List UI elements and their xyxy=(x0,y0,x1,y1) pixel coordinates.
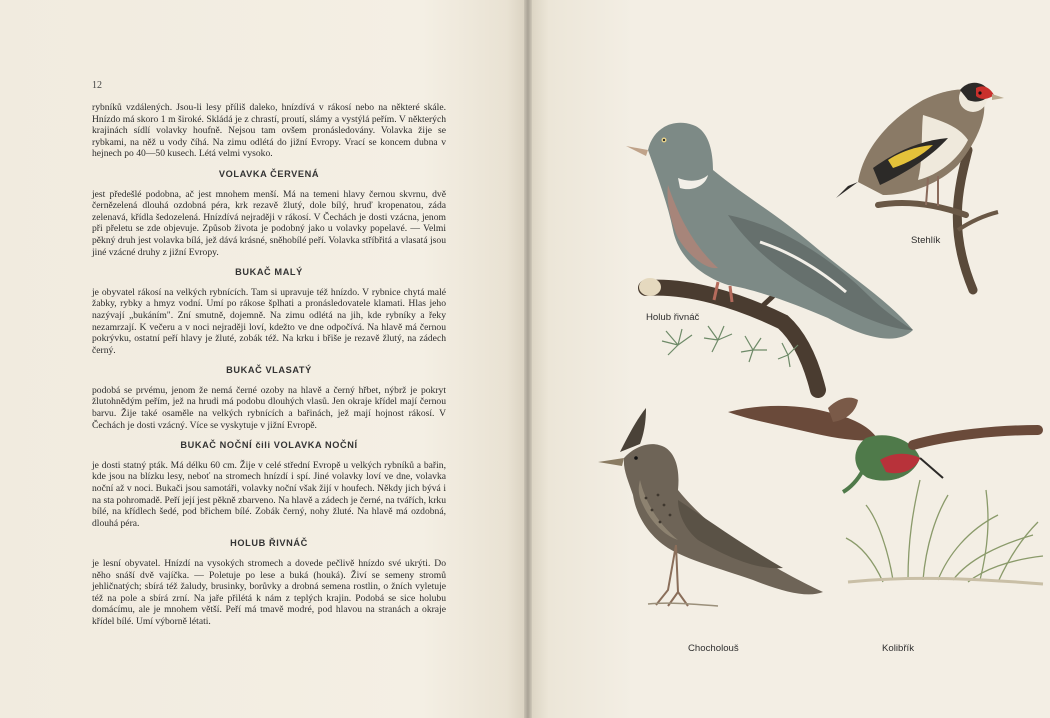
caption-stehlik: Stehlík xyxy=(911,235,941,246)
caption-holub-rivnac: Holub řivnáč xyxy=(646,312,700,323)
bird-illustration-plate xyxy=(528,0,1050,718)
paragraph-volavka-cervena: jest předešlé podobna, ač jest mnohem menší. Má na temeni hlavy černou skvrnu, dvě černězelená dlouhá ozdobná péra, krk rezavě žlutý, dole bílý, hruď kropenatou, záda zelenavá, křídla šedozelená. Hnízdívá nejraději v rákosí. V Čechách je dosti vzácna, jenom při přeletu se zde objevuje. Způsob života je podobný jako u volavky popelavé. — Velmi pěkný druh jest volavka bílá, jež dává krásné, sněhobílé peří. Volavka stříbřitá a vlasatá jsou jiné vzácné druhy z jižní Evropy. xyxy=(92,188,446,258)
caption-chocholous: Chocholouš xyxy=(688,643,739,654)
goldfinch-illustration xyxy=(836,83,1004,206)
heading-bukac-maly: BUKAČ MALÝ xyxy=(235,267,303,278)
heading-holub-rivnac: HOLUB ŘIVNÁČ xyxy=(230,538,308,549)
hummingbird-illustration xyxy=(728,398,1038,492)
heading-volavka-cervena: VOLAVKA ČERVENÁ xyxy=(218,168,320,179)
ground-line xyxy=(848,578,1043,584)
paragraph-bukac-maly: je obyvatel rákosí na velkých rybnících. Tam si upravuje též hnízdo. V rybnice chytá malé žabky, rybky a hmyz vodní. Umí po rákose šplhati a pronásledovatele klamati. Hlas jeho nazývají „bukáním". Zní smutně, dojemně. Na zimu odlétá na jih, kde rybníky a řeky nezamrzají. K večeru a v noci nejraději loví, kdežto ve dne odpočívá. Na hlavě má černou pokrývku, ostatní peří hlavy je žluté, zobák též. Na krku i břiše je rezavě žlutý, na zádech černý. xyxy=(92,286,446,356)
crested-lark-illustration xyxy=(598,408,823,606)
paragraph-holub-rivnac: je lesní obyvatel. Hnízdí na vysokých stromech a dovede pečlivě hnízdo své ukrýti. Do něho snáší dvě vajíčka. — Poletuje po lese a buká (houká). Živí se semeny stromů jehličnatých; sbírá též žaludy, brusinky, borůvky a drobná semena rostlin, o žních vyletuje též na pole a sbírá zrní. Na jaře přilétá k nám z teplých krajin. Podobá se sice holubu domácímu, ale je mnohem větší. Peří má tmavě modré, pod hlavou na stranách a okraje křídel bílé. Umí výborně létati. xyxy=(92,558,446,627)
grass-tuft xyxy=(846,480,1043,582)
intro-paragraph: rybníků vzdálených. Jsou-li lesy příliš daleko, hnízdívá v rákosí nebo na některé skále. Hnízdo má skoro 1 m široké. Skládá je z chrastí, proutí, slámy a vystýlá peřím. V některých krajinách sídlí volavky houfně. Nejsou tam ovšem pronásledovány. Volavka žije se rybkami, na něž u vody číhá. Na zimu odlétá do jižní Evropy. Vrací se koncem dubna v hejnech po 40—50 kusech. Létá velmi vysoko. xyxy=(92,102,446,160)
heading-bukac-nocni: BUKAČ NOČNÍ čili VOLAVKA NOČNÍ xyxy=(180,440,358,451)
caption-kolibrik: Kolibřík xyxy=(882,643,914,654)
paragraph-bukac-nocni: je dosti statný pták. Má délku 60 cm. Žije v celé střední Evropě u velkých rybníků a bařin, kde jsou na blízku lesy, neboť na stromech hnízdí i spí. Jiné volavky loví ve dne, volavka noční až v noci. Bukači jsou samotáři, volavky noční však žijí v houfech. Někdy jich bývá i na sta pohromadě. Peří její jest pěkně zbarveno. Na hlavě a zádech je černé, na tvářích, krku bílé, na křídlech šedé, pod břichem bílé. Zobák černý, nohy žluté. Na hlavě má ozdobná, dlouhá péra. xyxy=(92,459,446,529)
page-number: 12 xyxy=(92,80,102,91)
text-column xyxy=(92,102,446,628)
paragraph-bukac-vlasaty: podobá se prvému, jenom že nemá černé ozoby na hlavě a černý hřbet, nýbrž je pokryt žlutohnědým peřím, jež na hrudi má podobu dlouhých vlasů. Jen okraje křídel mají černou barvu. Žije také osaměle na velkých rybnících a bařinách, jež mají hojnost rákosí. V Čechách je dosti vzácný. Více se vyskytuje v jižní Evropě. xyxy=(92,384,446,431)
heading-bukac-vlasaty: BUKAČ VLASATÝ xyxy=(226,365,312,376)
